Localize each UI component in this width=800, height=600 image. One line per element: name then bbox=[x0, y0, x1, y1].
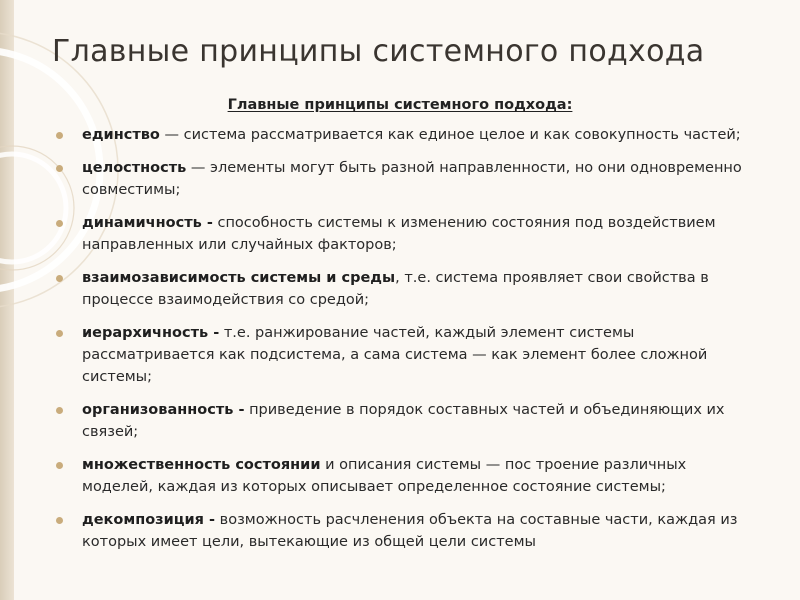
principle-description: приведение в порядок составных частей и объединяющих их связей; bbox=[82, 402, 725, 440]
bullet-icon bbox=[56, 407, 63, 414]
bullet-icon bbox=[56, 220, 63, 227]
bullet-icon bbox=[56, 462, 63, 469]
bullet-icon bbox=[56, 165, 63, 172]
principle-hierarchy bbox=[56, 322, 756, 388]
bullet-icon bbox=[56, 132, 63, 139]
principle-unity bbox=[56, 124, 756, 146]
principle-description: и описания системы — пос троение различных моделей, каждая из которых описывает определенное состояние системы; bbox=[82, 457, 687, 495]
principle-description: — система рассматривается как единое целое и как совокупность частей; bbox=[159, 127, 741, 143]
principles-subheading: Главные принципы системного подхода: bbox=[227, 97, 573, 113]
principle-organization bbox=[56, 399, 756, 443]
principle-term: множественность состоянии bbox=[82, 457, 321, 473]
principle-integrity bbox=[56, 157, 756, 201]
principle-multiplicity bbox=[56, 454, 756, 498]
bullet-icon bbox=[56, 330, 63, 337]
principle-interdependence bbox=[56, 267, 756, 311]
principle-description: т.е. ранжирование частей, каждый элемент системы рассматривается как подсистема, а сама система — как элемент более сложной системы; bbox=[82, 325, 708, 385]
principle-decomposition bbox=[56, 509, 756, 553]
principle-description: способность системы к изменению состояния под воздействием направленных или случайных факторов; bbox=[82, 215, 716, 253]
principle-dynamism bbox=[56, 212, 756, 256]
principle-term: целостность bbox=[82, 160, 187, 176]
principle-term: организованность - bbox=[82, 402, 245, 418]
slide-title: Главные принципы системного подхода bbox=[52, 34, 705, 69]
principles-list bbox=[56, 124, 756, 564]
principle-term: декомпозиция - bbox=[82, 512, 216, 528]
principle-term: динамичность - bbox=[82, 215, 213, 231]
principle-description: , т.е. система проявляет свои свойства в процессе взаимодействия со средой; bbox=[82, 270, 709, 308]
principle-description: — элементы могут быть разной направленности, но они одновременно совместимы; bbox=[82, 160, 742, 198]
left-edge-strip bbox=[0, 0, 14, 600]
bullet-icon bbox=[56, 275, 63, 282]
principle-description: возможность расчленения объекта на составные части, каждая из которых имеет цели, вытекающие из общей цели системы bbox=[82, 512, 738, 550]
principle-term: иерархичность - bbox=[82, 325, 220, 341]
principle-term: единство bbox=[82, 127, 160, 143]
bullet-icon bbox=[56, 517, 63, 524]
principle-term: взаимозависимость системы и среды bbox=[82, 270, 396, 286]
